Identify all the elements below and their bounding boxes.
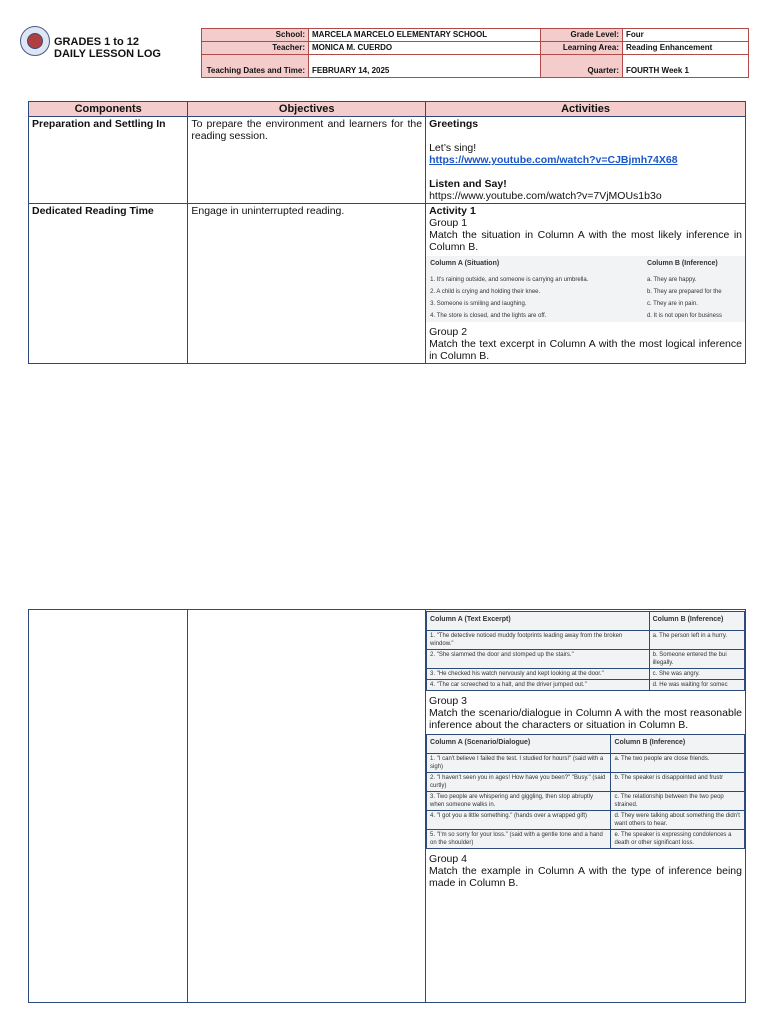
text-excerpt-inference-image xyxy=(426,611,745,691)
image-table-row xyxy=(427,650,745,669)
lesson-table xyxy=(28,101,746,364)
image-table-row xyxy=(427,773,745,792)
image-cell: 1. "I can't believe I failed the test. I studied for hours!" (said with a sigh) xyxy=(427,754,611,773)
col-header-objectives: Objectives xyxy=(188,102,426,117)
listen-heading: Listen and Say! xyxy=(429,178,507,190)
image-cell: 4. "The car screeched to a halt, and the driver jumped out." xyxy=(427,680,650,691)
image-cell: d. They were talking about something the didn't want others to hear. xyxy=(611,811,745,830)
label-school: School: xyxy=(202,29,309,42)
image-table-row xyxy=(427,830,745,849)
label-learning-area: Learning Area: xyxy=(541,42,623,55)
image-cell: 4. The store is closed, and the lights are off. xyxy=(430,313,547,319)
image-cell: 3. Two people are whispering and giggling, then stop abruptly when someone walks in. xyxy=(427,792,611,811)
group-3-instructions: Match the scenario/dialogue in Column A with the most reasonable inference about the characters or situation in Column B. xyxy=(429,707,742,731)
label-teaching-dates: Teaching Dates and Time: xyxy=(202,55,309,78)
image-col-b-header: Column B (Inference) xyxy=(649,612,744,631)
image-table-row xyxy=(427,792,745,811)
situation-inference-image xyxy=(426,256,745,322)
sing-video-link[interactable]: https://www.youtube.com/watch?v=CJBjmh74X68 xyxy=(429,154,678,166)
image-cell: b. The speaker is disappointed and frustr xyxy=(611,773,745,792)
image-table-row xyxy=(426,310,745,322)
group-1-instructions: Match the situation in Column A with the most likely inference in Column B. xyxy=(429,229,742,253)
image-cell: 4. "I got you a little something." (hands over a wrapped gift) xyxy=(427,811,611,830)
component-cell: Preparation and Settling In xyxy=(29,117,188,204)
header-row xyxy=(202,42,749,55)
label-teacher: Teacher: xyxy=(202,42,309,55)
image-cell: 1. It's raining outside, and someone is carrying an umbrella. xyxy=(430,277,589,283)
value-quarter: FOURTH Week 1 xyxy=(623,55,749,78)
image-cell: c. They are in pain. xyxy=(646,301,698,307)
image-col-a-header: Column A (Text Excerpt) xyxy=(427,612,650,631)
scenario-inference-image xyxy=(426,734,745,849)
image-cell: d. He was waiting for somec xyxy=(649,680,744,691)
image-cell: c. She was angry. xyxy=(649,669,744,680)
image-table-row xyxy=(426,298,745,310)
col-header-components: Components xyxy=(29,102,188,117)
image-table-row xyxy=(427,631,745,650)
table-row xyxy=(29,117,746,204)
table-header-row xyxy=(29,102,746,117)
value-learning-area: Reading Enhancement xyxy=(623,42,749,55)
group-3-heading: Group 3 xyxy=(429,695,467,707)
image-cell: 3. Someone is smiling and laughing. xyxy=(430,301,527,307)
activity-cell xyxy=(426,204,746,364)
col-header-activities: Activities xyxy=(426,102,746,117)
group-2-instructions: Match the text excerpt in Column A with the most logical inference in Column B. xyxy=(429,338,742,362)
image-cell: 1. "The detective noticed muddy footprints leading away from the broken window." xyxy=(427,631,650,650)
image-table-header xyxy=(427,735,745,754)
activity-cell-continued xyxy=(426,610,746,1003)
activity-cell xyxy=(426,117,746,204)
image-table-row xyxy=(426,286,745,298)
image-col-b-header: Column B (Inference) xyxy=(611,735,745,754)
image-table-row xyxy=(427,754,745,773)
image-col-a-header: Column A (Scenario/Dialogue) xyxy=(427,735,611,754)
image-table-row xyxy=(427,680,745,691)
value-grade-level: Four xyxy=(623,29,749,42)
objective-cell: To prepare the environment and learners for the reading session. xyxy=(188,117,426,204)
image-table-row xyxy=(426,274,745,286)
sing-text: Let’s sing! xyxy=(429,142,477,154)
objective-cell-continued xyxy=(188,610,426,1003)
value-teacher: MONICA M. CUERDO xyxy=(309,42,541,55)
label-grade-level: Grade Level: xyxy=(541,29,623,42)
greetings-heading: Greetings xyxy=(429,118,479,130)
image-col-a-header: Column A (Situation) xyxy=(430,260,500,267)
image-table-header xyxy=(426,256,745,274)
title-line-2: DAILY LESSON LOG xyxy=(54,48,161,60)
component-cell-continued xyxy=(29,610,188,1003)
image-col-b-header: Column B (Inference) xyxy=(646,260,718,267)
image-cell: 5. "I'm so sorry for your loss." (said with a gentle tone and a hand on the shoulder) xyxy=(427,830,611,849)
image-cell: a. The person left in a hurry. xyxy=(649,631,744,650)
deped-seal-icon xyxy=(20,26,50,56)
image-cell: c. The relationship between the two peop strained. xyxy=(611,792,745,811)
image-cell: d. It is not open for business xyxy=(646,313,722,319)
image-table-row xyxy=(427,669,745,680)
image-table-row xyxy=(427,811,745,830)
image-table-header xyxy=(427,612,745,631)
document-title xyxy=(54,36,161,60)
component-cell: Dedicated Reading Time xyxy=(29,204,188,364)
title-line-1: GRADES 1 to 12 xyxy=(54,36,139,48)
image-cell: a. The two people are close friends. xyxy=(611,754,745,773)
value-school: MARCELA MARCELO ELEMENTARY SCHOOL xyxy=(309,29,541,42)
image-cell: 2. "I haven't seen you in ages! How have you been?" "Busy." (said curtly) xyxy=(427,773,611,792)
label-quarter: Quarter: xyxy=(541,55,623,78)
image-cell: 2. "She slammed the door and stomped up the stairs." xyxy=(427,650,650,669)
activity-heading: Activity 1 xyxy=(429,205,476,217)
image-cell: b. Someone entered the bui illegally. xyxy=(649,650,744,669)
image-cell: 2. A child is crying and holding their knee. xyxy=(430,289,541,295)
group-1-heading: Group 1 xyxy=(429,217,468,229)
table-row xyxy=(29,610,746,1003)
listen-video-link[interactable]: https://www.youtube.com/watch?v=7VjMOUs1b3o xyxy=(429,190,662,202)
table-row xyxy=(29,204,746,364)
group-2-heading: Group 2 xyxy=(429,326,468,338)
lesson-table-continued xyxy=(28,609,746,1003)
image-cell: 3. "He checked his watch nervously and kept looking at the door." xyxy=(427,669,650,680)
group-4-instructions: Match the example in Column A with the type of inference being made in Column B. xyxy=(429,865,742,889)
group-4-heading: Group 4 xyxy=(429,853,467,865)
header-row xyxy=(202,29,749,42)
header-row xyxy=(202,55,749,78)
header-info-table xyxy=(201,28,749,78)
value-teaching-dates: FEBRUARY 14, 2025 xyxy=(309,55,541,78)
objective-cell: Engage in uninterrupted reading. xyxy=(188,204,426,364)
image-cell: a. They are happy. xyxy=(646,277,697,283)
image-cell: e. The speaker is expressing condolences a death or other significant loss. xyxy=(611,830,745,849)
image-cell: b. They are prepared for the xyxy=(646,289,722,295)
